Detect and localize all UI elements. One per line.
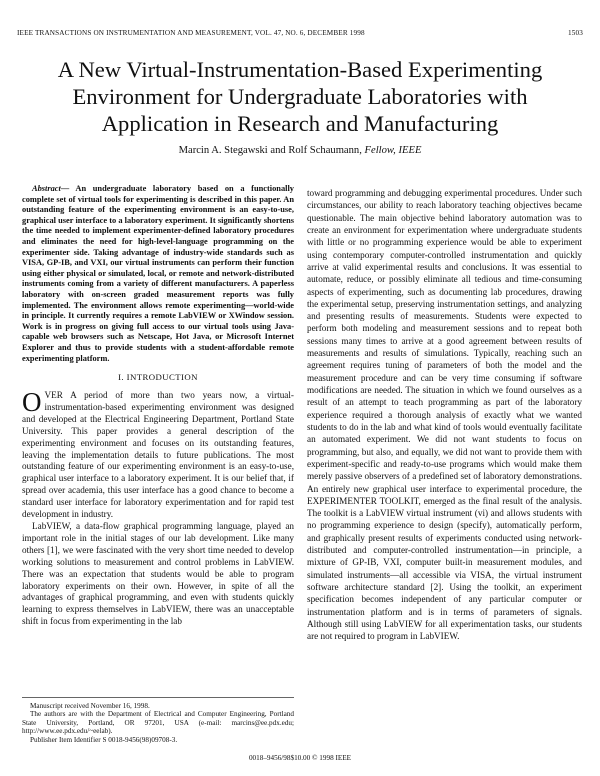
footnote-pii: Publisher Item Identifier S 0018-9456(98)09708-3. [30, 735, 178, 744]
right-column [307, 187, 582, 643]
author-line [20, 145, 580, 156]
intro-paragraph-1 [22, 387, 294, 521]
abstract-text: An undergraduate laboratory based on a functionally complete set of virtual tools for experimenting is described in this paper. An outstanding feature of the experimenting environment is an easy-to-use, graphical user interface to a laboratory experiment. It significantly shortens the time needed to implement experimenter-defined laboratory procedures and eliminates the need for high-level-language programming on the experimenter side. Taking advantage of industry-wide standards such as VISA, GP-IB, and VXI, our virtual instruments can perform their function using either physical or simulated, local, or remote and network-distributed instruments coming from a variety of different manufacturers. A paperless laboratory with on-screen graded measurement reports was fully implemented. The environment allows remote experimenting—world-wide in principle. It currently requires a remote LabVIEW or XWindow session. Work is in progress on giving full access to our virtual tools using Java-capable web browsers such as Netscape, Hot Java, or Microsoft Internet Explorer and thus to provide students with a student-affordable remote experimenting platform. [22, 184, 294, 363]
drop-cap: O [22, 387, 42, 417]
intro-paragraph-1-text: VER A period of more than two years now, a virtual-instrumentation-based experimenting environment was designed and developed at the Electrical Engineering Department, Portland State University. This paper provides a general description of the experimenting environment and focuses on its outstanding features, leaving the implementation details to future publications. The most outstanding feature of our experimenting environment is an easy-to-use, graphical user interface to a laboratory experiment. It is our belief that, if spread over academia, this user interface has a good chance to become a standard user interface for laboratory experimentation and for rapid test development in industry. [22, 390, 294, 520]
author-affiliation: Fellow, IEEE [364, 145, 422, 156]
abstract-label: Abstract— [32, 184, 70, 193]
abstract [22, 184, 294, 364]
intro-paragraph-2: LabVIEW, a data-flow graphical programming language, played an important role in the initial stages of our lab development. Like many others [1], we were fascinated with the very short time needed to develop working solutions to measurement and control problems in LabVIEW. There was an expectation that students would be able to program laboratory experiments on their own. However, in spite of all the advantages of graphical programming, and even with students quickly learning to express themselves in LabVIEW, there was an unacceptable shift in focus from experimenting in the lab [22, 520, 294, 627]
paper-title: A New Virtual-Instrumentation-Based Experimenting Environment for Undergraduate Laboratories with Application in Research and Manufacturing [57, 57, 543, 136]
intro-paragraph-2-continued: toward programming and debugging experimental procedures. Under such circumstances, our ability to reach laboratory teaching objectives became questionable. The main objective behind laboratory automation was to create an environment for experimentation where undergraduate students with little or no programming experience would be able to experiment using contemporary computer-controlled instrumentation and quickly arrive at valid experimental results and conclusions. It was essential to automate, reduce, or possibly eliminate all tedious and time-consuming aspects of experimenting, such as documenting lab procedures, drawing the experimental setup, preserving instrumentation settings, and analyzing and presenting results of measurements. Students were expected to perform both modeling and measurement sessions and to repeat both sessions many times to arrive at a good agreement between results of measurements and results of simulations. Typically, reaching such an agreement requires tuning of parameters of both the model and the measurement procedure and can be very time consuming if software modifications are needed. The situation in which we found ourselves as a result of an attempt to teach programming as part of the laboratory experience required a thorough analysis of exactly what we wanted students to do in the lab and what kind of tools would eventually facilitate an automated experiment. We did not want students to focus on programming, but also, and equally, we did not want to provide them with experiment-specific and ready-to-use programs which would make them merely passive observers of a predefined set of laboratory demonstrations. An entirely new graphical user interface to experimental procedure, the EXPERIMENTER TOOLKIT, emerged as the final result of the analysis. The toolkit is a LabVIEW virtual instrument (vi) and allows students with no programming experience to design (specify), automatically perform, and graphically present results of experiments conducted using network-distributed and computer-controlled instrumentation—in principle, a mixture of GP-IB, VXI, computer built-in measurement modules, and simulated instruments—all accessible via VISA, the virtual instrument software architecture standard [2]. Using the toolkit, an experiment specification becomes independent of any particular computer or instrumentation platform and is in terms of parameters of signals. Although still using LabVIEW for all experimentation tasks, our students are not required to program in LabVIEW. [307, 188, 582, 642]
footnote-authors: The authors are with the Department of Electrical and Computer Engineering, Portland State University, Portland, OR 97201, USA (e-mail: marcins@ee.pdx.edu; http://www.ee.pdx.edu/~eelab). [22, 710, 294, 736]
footnote-received: Manuscript received November 16, 1998. [30, 702, 150, 710]
running-header [17, 29, 583, 41]
page-number: 1503 [568, 29, 583, 37]
section-heading-introduction: I. INTRODUCTION [118, 372, 198, 383]
copyright-footer: 0018–9456/98$10.00 © 1998 IEEE [248, 754, 352, 762]
footnote [22, 697, 294, 744]
journal-header: IEEE TRANSACTIONS ON INSTRUMENTATION AND MEASUREMENT, VOL. 47, NO. 6, DECEMBER 1998 [17, 29, 365, 37]
left-column [22, 184, 294, 628]
author-names: Marcin A. Stegawski and Rolf Schaumann, [178, 145, 362, 156]
